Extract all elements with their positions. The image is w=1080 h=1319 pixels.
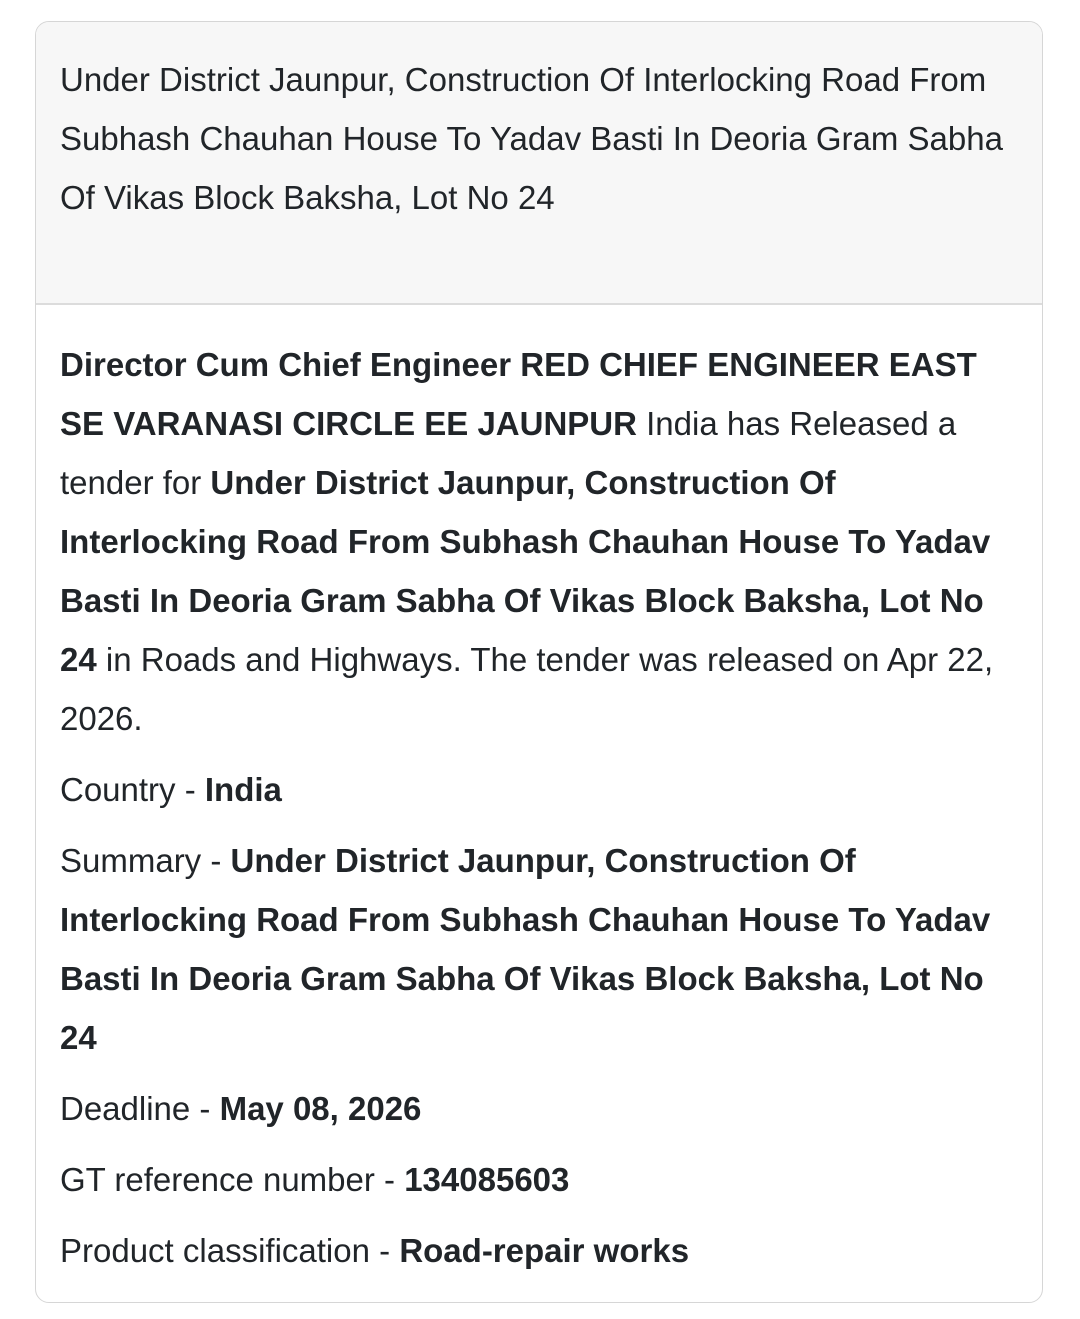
reference-number-field	[60, 1150, 1018, 1209]
field-label: Deadline -	[60, 1090, 220, 1127]
field-label: Country -	[60, 771, 205, 808]
product-classification-field	[60, 1221, 1018, 1280]
description-text: India has Released a tender for	[60, 405, 957, 501]
field-value: 134085603	[404, 1161, 570, 1198]
tender-card	[35, 21, 1043, 1303]
field-label: Summary -	[60, 842, 231, 879]
tender-description	[60, 335, 1018, 748]
tender-details	[36, 305, 1042, 1280]
field-value: Road-repair works	[399, 1232, 690, 1269]
country-field	[60, 760, 1018, 819]
tender-title-header: Under District Jaunpur, Construction Of Interlocking Road From Subhash Chauhan House To Yadav Basti In Deoria Gram Sabha Of Vikas Block Baksha, Lot No 24	[36, 22, 1042, 305]
issuer-name: Director Cum Chief Engineer RED CHIEF ENGINEER EAST SE VARANASI CIRCLE EE JAUNPUR	[60, 346, 977, 442]
tender-title-inline: Under District Jaunpur, Construction Of Interlocking Road From Subhash Chauhan House To Yadav Basti In Deoria Gram Sabha Of Vikas Block Baksha, Lot No 24	[60, 464, 991, 678]
summary-field	[60, 831, 1018, 1067]
field-value: Under District Jaunpur, Construction Of Interlocking Road From Subhash Chauhan House To Yadav Basti In Deoria Gram Sabha Of Vikas Block Baksha, Lot No 24	[60, 842, 991, 1056]
field-label: Product classification -	[60, 1232, 400, 1269]
field-value: May 08, 2026	[219, 1090, 422, 1127]
deadline-field	[60, 1079, 1018, 1138]
field-value: India	[204, 771, 282, 808]
field-label: GT reference number -	[60, 1161, 405, 1198]
description-text-release: in Roads and Highways. The tender was released on Apr 22, 2026.	[60, 641, 994, 737]
